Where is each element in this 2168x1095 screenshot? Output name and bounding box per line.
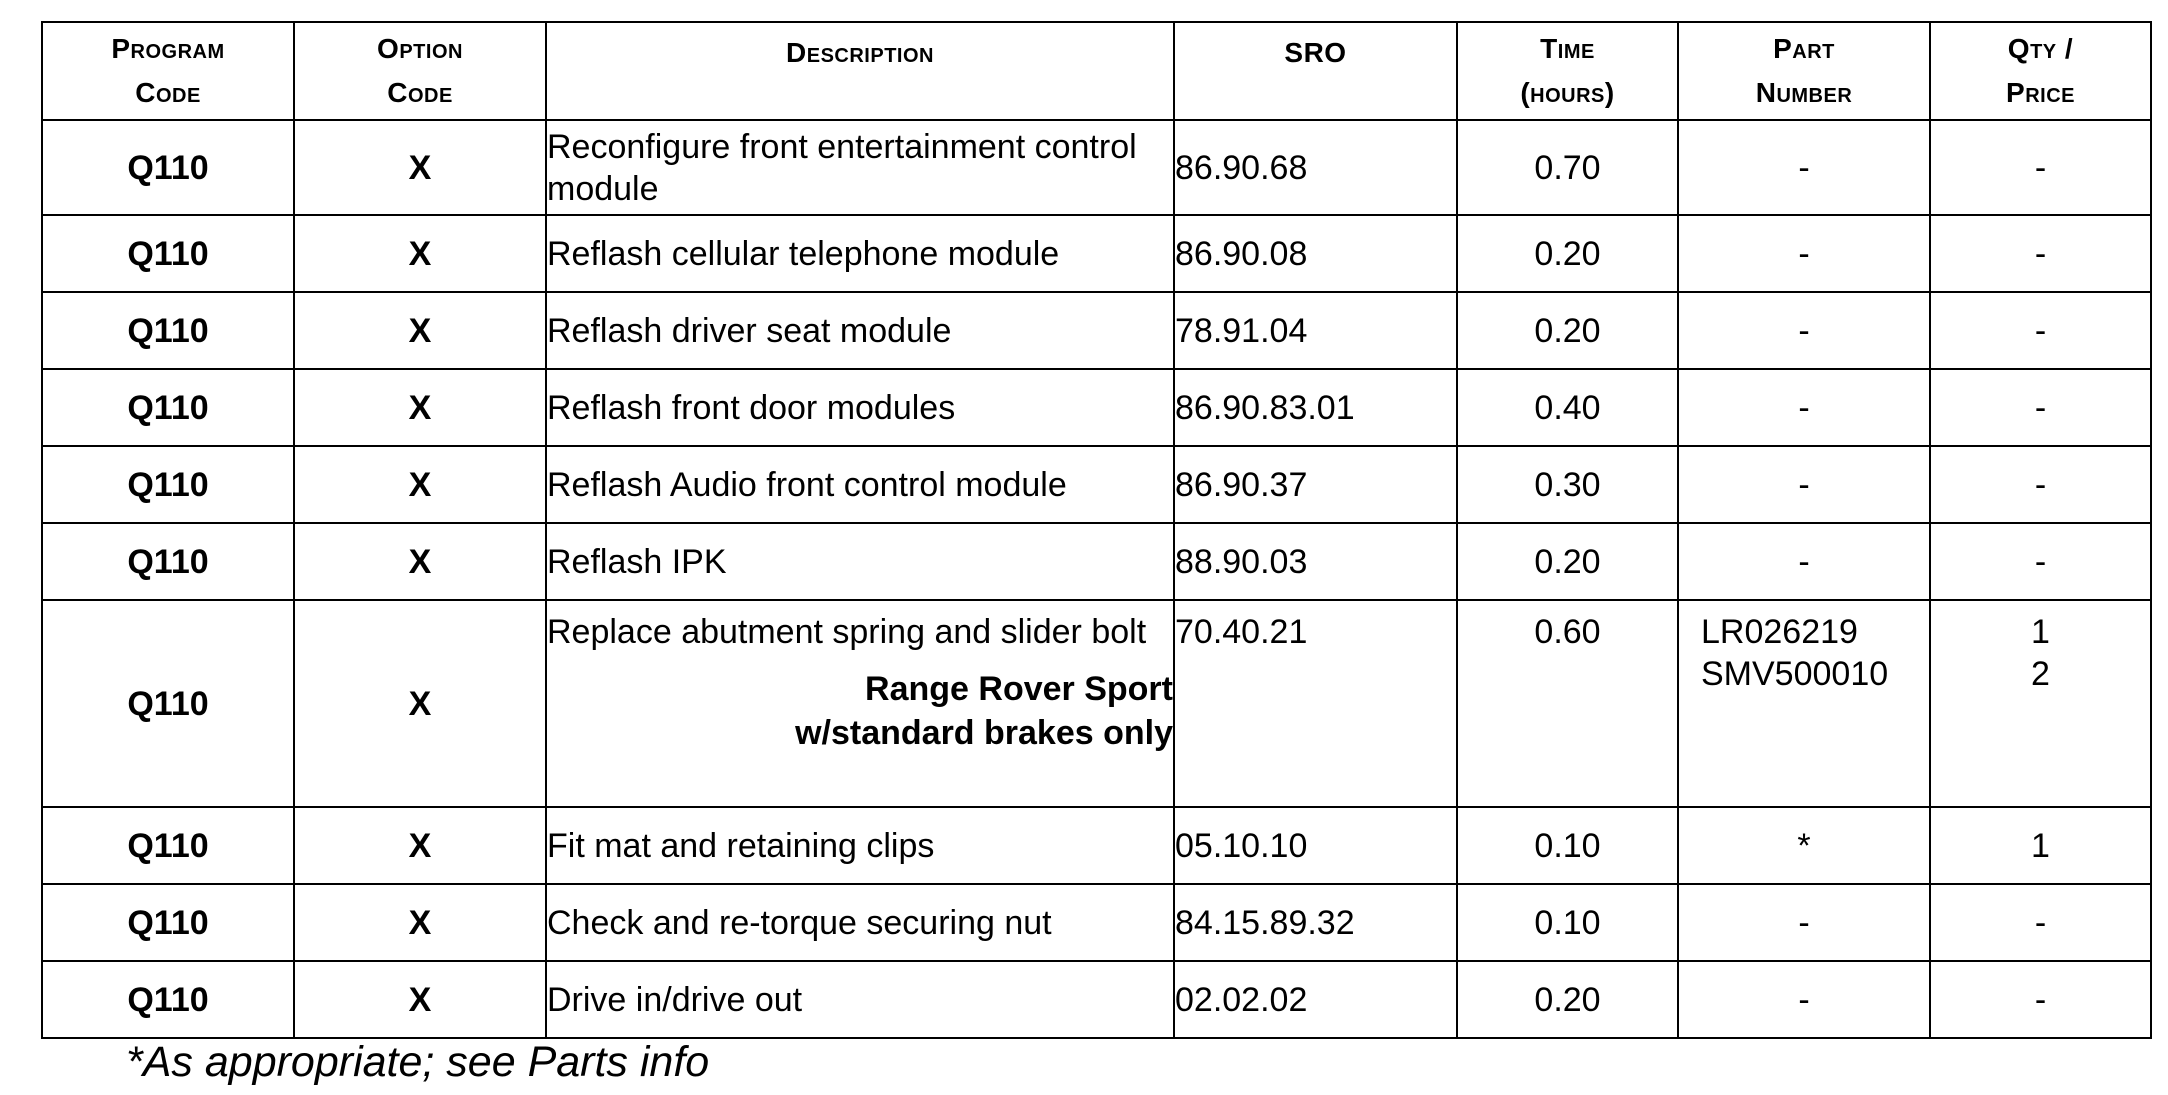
part-number-cell: -	[1678, 961, 1930, 1038]
time-cell: 0.20	[1457, 523, 1678, 600]
header-option-code: Option Code	[294, 22, 546, 120]
description-cell: Reflash cellular telephone module	[546, 215, 1174, 292]
description-cell: Reconfigure front entertainment control module	[546, 120, 1174, 215]
program-code-cell: Q110	[42, 446, 294, 523]
option-code-cell: X	[294, 120, 546, 215]
time-cell: 0.70	[1457, 120, 1678, 215]
description-cell: Reflash driver seat module	[546, 292, 1174, 369]
table-row	[42, 961, 2151, 1038]
program-code-cell: Q110	[42, 215, 294, 292]
option-code-cell: X	[294, 369, 546, 446]
parts-footnote: *As appropriate; see Parts info	[126, 1038, 710, 1086]
sro-cell: 78.91.04	[1174, 292, 1457, 369]
sro-cell: 88.90.03	[1174, 523, 1457, 600]
option-code-cell: X	[294, 961, 546, 1038]
description-cell: Fit mat and retaining clips	[546, 807, 1174, 884]
program-code-cell: Q110	[42, 369, 294, 446]
program-code-cell: Q110	[42, 961, 294, 1038]
table-row	[42, 884, 2151, 961]
time-cell: 0.20	[1457, 961, 1678, 1038]
time-cell: 0.20	[1457, 215, 1678, 292]
qty-price-cell: -	[1930, 215, 2151, 292]
time-cell: 0.40	[1457, 369, 1678, 446]
table-row	[42, 523, 2151, 600]
time-cell: 0.60	[1457, 600, 1678, 807]
sro-cell: 02.02.02	[1174, 961, 1457, 1038]
qty-price-cell: 1 2	[1930, 600, 2151, 807]
option-code-cell: X	[294, 807, 546, 884]
program-code-cell: Q110	[42, 600, 294, 807]
qty-price-cell: -	[1930, 961, 2151, 1038]
qty-price-cell: -	[1930, 523, 2151, 600]
description-cell: Reflash Audio front control module	[546, 446, 1174, 523]
table-row	[42, 600, 2151, 807]
qty-price-cell: -	[1930, 292, 2151, 369]
qty-price-cell: -	[1930, 446, 2151, 523]
qty-price-cell: -	[1930, 884, 2151, 961]
description-cell: Reflash IPK	[546, 523, 1174, 600]
description-cell: Reflash front door modules	[546, 369, 1174, 446]
sro-cell: 86.90.08	[1174, 215, 1457, 292]
option-code-cell: X	[294, 884, 546, 961]
part-number-cell: -	[1678, 120, 1930, 215]
description-cell: Drive in/drive out	[546, 961, 1174, 1038]
part-number-cell: LR026219 SMV500010	[1678, 600, 1930, 807]
header-part-number: Part Number	[1678, 22, 1930, 120]
program-code-cell: Q110	[42, 523, 294, 600]
part-number-cell: *	[1678, 807, 1930, 884]
program-code-cell: Q110	[42, 120, 294, 215]
table-row	[42, 120, 2151, 215]
time-cell: 0.20	[1457, 292, 1678, 369]
qty-price-cell: -	[1930, 369, 2151, 446]
sro-labor-table	[41, 21, 2152, 1039]
part-number-cell: -	[1678, 292, 1930, 369]
sro-cell: 86.90.37	[1174, 446, 1457, 523]
part-number-cell: -	[1678, 215, 1930, 292]
part-number-cell: -	[1678, 523, 1930, 600]
qty-price-cell: 1	[1930, 807, 2151, 884]
description-text: Replace abutment spring and slider bolt	[547, 613, 1147, 651]
part-number-cell: -	[1678, 446, 1930, 523]
program-code-cell: Q110	[42, 884, 294, 961]
program-code-cell: Q110	[42, 807, 294, 884]
part-number-cell: -	[1678, 369, 1930, 446]
header-time: Time (hours)	[1457, 22, 1678, 120]
description-cell	[546, 600, 1174, 807]
time-cell: 0.10	[1457, 884, 1678, 961]
option-code-cell: X	[294, 292, 546, 369]
header-description: Description	[546, 22, 1174, 120]
qty-price-cell: -	[1930, 120, 2151, 215]
program-code-cell: Q110	[42, 292, 294, 369]
sro-cell: 70.40.21	[1174, 600, 1457, 807]
option-code-cell: X	[294, 446, 546, 523]
header-row	[42, 22, 2151, 120]
header-sro: SRO	[1174, 22, 1457, 120]
vehicle-applicability-note: Range Rover Sport w/standard brakes only	[795, 670, 1173, 752]
header-qty-price: Qty / Price	[1930, 22, 2151, 120]
time-cell: 0.10	[1457, 807, 1678, 884]
option-code-cell: X	[294, 523, 546, 600]
sro-cell: 84.15.89.32	[1174, 884, 1457, 961]
header-program-code: Program Code	[42, 22, 294, 120]
sro-cell: 86.90.68	[1174, 120, 1457, 215]
sro-cell: 86.90.83.01	[1174, 369, 1457, 446]
option-code-cell: X	[294, 215, 546, 292]
time-cell: 0.30	[1457, 446, 1678, 523]
table-row	[42, 292, 2151, 369]
option-code-cell: X	[294, 600, 546, 807]
table-row	[42, 807, 2151, 884]
sro-cell: 05.10.10	[1174, 807, 1457, 884]
table-row	[42, 215, 2151, 292]
part-number-cell: -	[1678, 884, 1930, 961]
description-cell: Check and re-torque securing nut	[546, 884, 1174, 961]
table-row	[42, 446, 2151, 523]
table-row	[42, 369, 2151, 446]
